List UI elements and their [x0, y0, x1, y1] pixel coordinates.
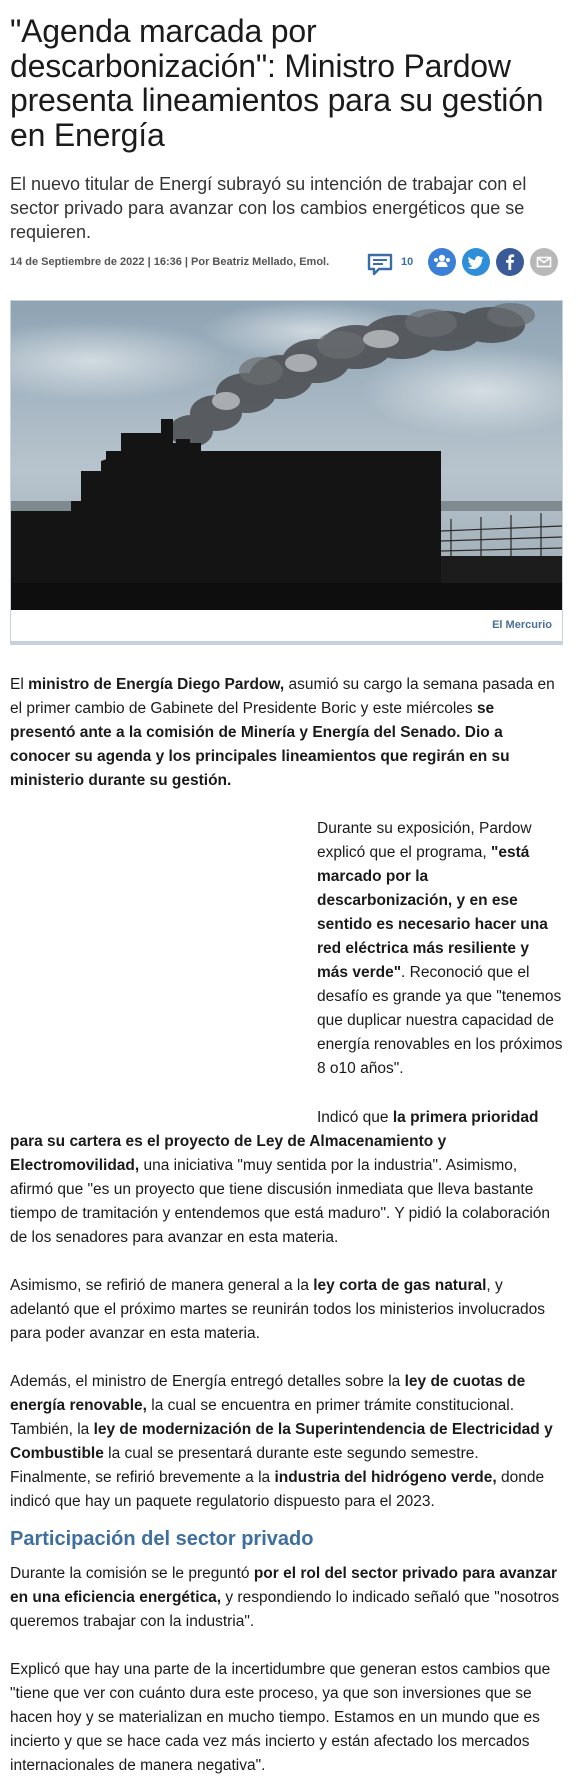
paragraph-3: [10, 1106, 563, 1250]
text-run: asumió su cargo la semana pasada en el primer cambio de Gabinete del Presidente Boric y este miércoles: [10, 676, 555, 717]
text-run-bold: la primera prioridad para su cartera es el proyecto de Ley de Almacenamiento y Electromovilidad,: [10, 1109, 539, 1174]
paragraph-1: [10, 673, 563, 793]
text-run: Asimismo, se refirió de manera general a la: [10, 1277, 314, 1294]
text-run-bold: por el rol del sector privado para avanzar en una eficiencia energética,: [10, 1565, 558, 1606]
text-run-bold: se presentó ante a la comisión de Minería y Energía del Senado. Dio a conocer su agenda y los principales lineamientos que regirán en su ministerio durante su gestión.: [10, 700, 510, 789]
industrial-plant-image: [11, 301, 562, 610]
paragraph-4: [10, 1274, 563, 1346]
community-icon[interactable]: [428, 248, 456, 276]
text-run-bold: ley de cuotas de energía renovable,: [10, 1373, 526, 1414]
paragraph-6: [10, 1562, 563, 1634]
article-subtitle: El nuevo titular de Energí subrayó su intención de trabajar con el sector privado para avanzar con los cambios energéticos que se requieren.: [10, 174, 527, 242]
text-run: Durante la comisión se le preguntó: [10, 1565, 254, 1582]
text-run: la cual se presentará durante este segundo semestre. Finalmente, se refirió brevemente a la: [10, 1445, 479, 1486]
article-meta: [10, 248, 570, 282]
comments-icon[interactable]: [366, 252, 394, 278]
section-heading: Participación del sector privado: [10, 1528, 314, 1550]
byline: 14 de Septiembre de 2022 | 16:36 | Por Beatriz Mellado, Emol.: [10, 256, 330, 268]
text-run: El: [10, 676, 29, 693]
text-run: donde indicó que hay un paquete regulatorio dispuesto para el 2023.: [10, 1469, 545, 1510]
paragraph-5: [10, 1370, 563, 1514]
text-run: . Reconoció que el desafío es grande ya que "tenemos que duplicar nuestra capacidad de energía renovables en los próximos 8 o10 años".: [317, 964, 563, 1077]
paragraph-2: [317, 817, 563, 1081]
text-run-bold: ley de modernización de la Superintendencia de Electricidad y Combustible: [10, 1421, 553, 1462]
text-run: Durante su exposición, Pardow explicó que el programa,: [317, 820, 532, 861]
comment-count[interactable]: 10: [401, 256, 414, 268]
text-run: y respondiendo lo indicado señaló que "nosotros queremos trabajar con la industria".: [10, 1589, 560, 1630]
email-icon[interactable]: [530, 248, 558, 276]
text-run: , y adelantó que el próximo martes se reunirán todos los ministerios involucrados para poder avanzar en esta materia.: [10, 1277, 546, 1342]
article-photo: [10, 300, 563, 645]
text-run-bold: "está marcado por la descarbonización, y en ese sentido es necesario hacer una red eléctrica más resiliente y más verde": [317, 844, 548, 981]
facebook-icon[interactable]: [496, 248, 524, 276]
text-run: Además, el ministro de Energía entregó detalles sobre la: [10, 1373, 405, 1390]
text-run-bold: ministro de Energía Diego Pardow,: [28, 676, 285, 693]
text-run: la cual se encuentra en primer trámite constitucional. También, la: [10, 1397, 514, 1438]
article-title: "Agenda marcada por descarbonización": Ministro Pardow presenta lineamientos para su gestión en Energía: [10, 13, 544, 153]
paragraph-7: Explicó que hay una parte de la incertidumbre que generan estos cambios que "tiene que ver con cuánto dura este proceso, ya que son inversiones que se hacen hoy y se materializan en mucho tiempo. Estamos en un mundo que es incierto y que se hace cada vez más incierto y están afectado los mercados internacionales de manera negativa".: [10, 1661, 551, 1774]
text-run: Indicó que: [317, 1109, 393, 1126]
text-run-bold: industria del hidrógeno verde,: [274, 1469, 497, 1486]
text-run-bold: ley corta de gas natural: [313, 1277, 487, 1294]
text-run: una iniciativa "muy sentida por la industria". Asimismo, afirmó que "es un proyecto que tiene discusión inmediata que lleva bastante tiempo de tramitación y entendemos que está maduro". Y pidió la colaboración de los senadores para avanzar en esta materia.: [10, 1157, 551, 1246]
photo-caption: El Mercurio: [492, 619, 552, 631]
twitter-icon[interactable]: [462, 248, 490, 276]
